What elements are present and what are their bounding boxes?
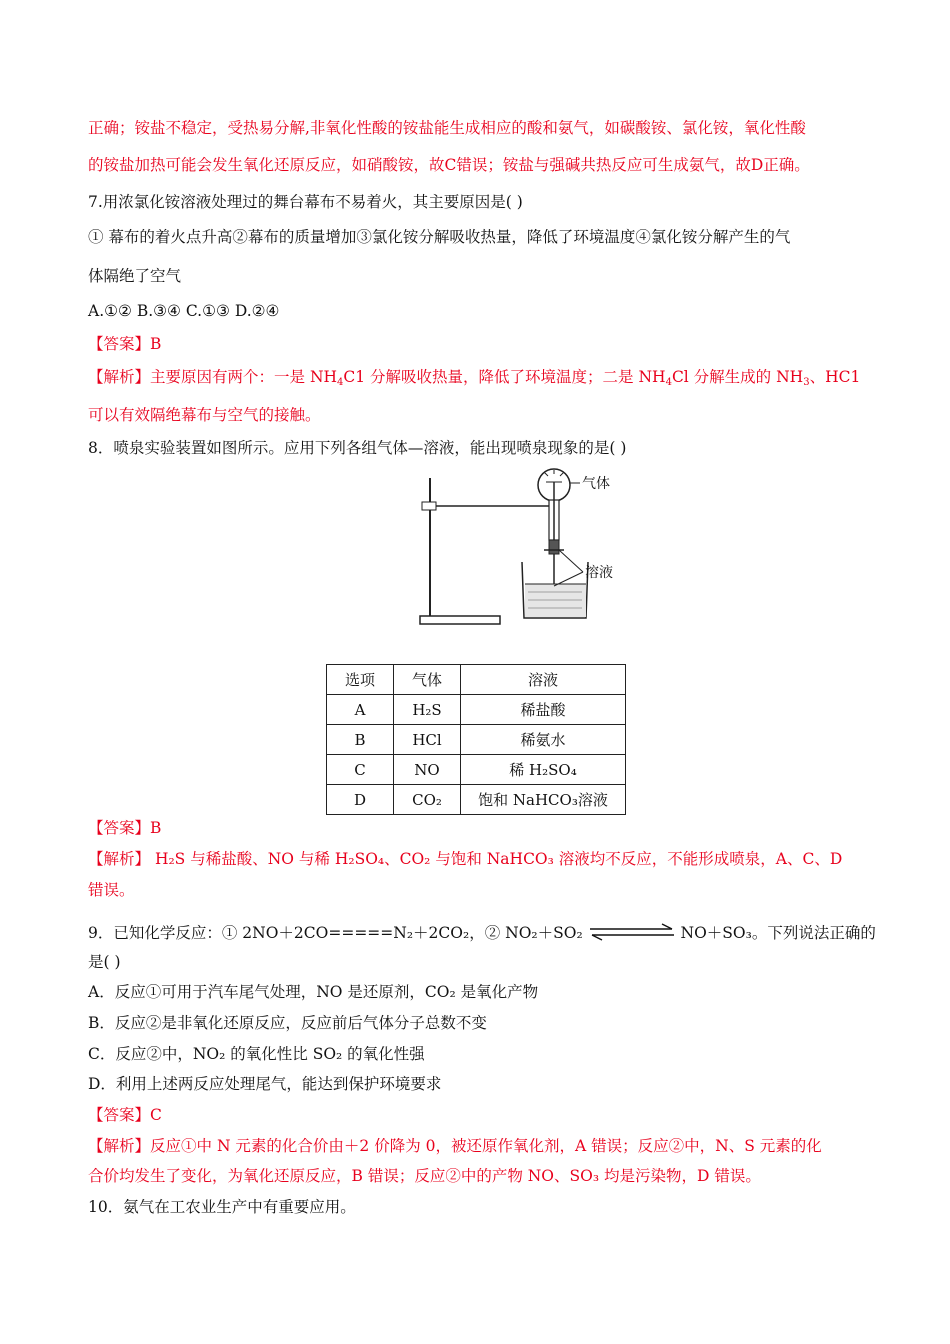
q9-option-a: A．反应①可用于汽车尾气处理，NO 是还原剂，CO₂ 是氧化产物 bbox=[88, 983, 539, 1001]
table-header-cell: 选项 bbox=[327, 665, 394, 695]
table-row bbox=[327, 785, 626, 815]
q10-stem: 10．氨气在工农业生产中有重要应用。 bbox=[88, 1198, 356, 1216]
table-row bbox=[327, 695, 626, 725]
table-cell: 饱和 NaHCO₃溶液 bbox=[461, 785, 626, 815]
intro-line-2: 的铵盐加热可能会发生氧化还原反应，如硝酸铵，故C错误；铵盐与强碱共热反应可生成氨气，故D正确。 bbox=[88, 156, 810, 174]
fountain-apparatus-figure bbox=[418, 468, 613, 630]
q9-answer: 【答案】C bbox=[88, 1106, 162, 1124]
equilibrium-arrow-icon bbox=[588, 922, 676, 942]
table-header-row bbox=[327, 665, 626, 695]
q7-exp-part-3: Cl 分解生成的 NH bbox=[671, 368, 804, 386]
table-cell: HCl bbox=[394, 725, 461, 755]
q7-sub-4b: 4 bbox=[665, 377, 672, 388]
figure-label-solution: 溶液 bbox=[585, 565, 613, 581]
q9-option-b: B．反应②是非氧化还原反应，反应前后气体分子总数不变 bbox=[88, 1014, 487, 1032]
table-cell: CO₂ bbox=[394, 785, 461, 815]
q8-exp-text: H₂S 与稀盐酸、NO 与稀 H₂SO₄、CO₂ 与饱和 NaHCO₃ 溶液均不反应，不能形成喷泉，A、C、D bbox=[150, 850, 843, 868]
table-cell: NO bbox=[394, 755, 461, 785]
q7-exp-part-2: C1 分解吸收热量，降低了环境温度；二是 NH bbox=[343, 368, 666, 386]
table-cell: C bbox=[327, 755, 394, 785]
table-cell: 稀 H₂SO₄ bbox=[461, 755, 626, 785]
table-header-cell: 溶液 bbox=[461, 665, 626, 695]
table-cell: D bbox=[327, 785, 394, 815]
table-cell: B bbox=[327, 725, 394, 755]
q9-option-c: C．反应②中，NO₂ 的氧化性比 SO₂ 的氧化性强 bbox=[88, 1045, 425, 1063]
q7-answer: 【答案】B bbox=[88, 335, 162, 353]
rubber-tube bbox=[549, 540, 559, 554]
q7-exp-label: 【解析】 bbox=[88, 368, 151, 386]
q9-stem-line-1 bbox=[88, 922, 876, 943]
q7-statements-line-2: 体隔绝了空气 bbox=[88, 267, 182, 285]
q7-sub-4a: 4 bbox=[337, 377, 344, 388]
table-row bbox=[327, 755, 626, 785]
q8-exp-label: 【解析】 bbox=[88, 850, 151, 868]
intro-line-1: 正确；铵盐不稳定，受热易分解,非氧化性酸的铵盐能生成相应的酸和氨气，如碳酸铵、氯化铵，氧化性酸 bbox=[88, 119, 806, 137]
q7-exp-part-4: 、HC1 bbox=[809, 368, 861, 386]
q7-stem: 7.用浓氯化铵溶液处理过的舞台幕布不易着火，其主要原因是( ) bbox=[88, 193, 523, 211]
table-cell: 稀盐酸 bbox=[461, 695, 626, 725]
q9-stem-line-2: 是( ) bbox=[88, 953, 121, 971]
q9-exp-text: 反应①中 N 元素的化合价由＋2 价降为 0，被还原作氧化剂，A 错误；反应②中，N、S 元素的化 bbox=[150, 1137, 822, 1155]
q9-explanation-line-1 bbox=[88, 1136, 822, 1156]
q9-option-d: D．利用上述两反应处理尾气，能达到保护环境要求 bbox=[88, 1075, 442, 1093]
q9-explanation-line-2: 合价均发生了变化，为氧化还原反应，B 错误；反应②中的产物 NO、SO₃ 均是污染物，D 错误。 bbox=[88, 1167, 761, 1185]
table-header-cell: 气体 bbox=[394, 665, 461, 695]
stand-base bbox=[420, 616, 500, 624]
q7-options: A.①② B.③④ C.①③ D.②④ bbox=[88, 302, 280, 320]
q7-statements-line-1: ① 幕布的着火点升高②幕布的质量增加③氯化铵分解吸收热量，降低了环境温度④氯化铵分解产生的气 bbox=[88, 228, 791, 246]
q8-explanation-line-1 bbox=[88, 849, 842, 869]
table-cell: 稀氨水 bbox=[461, 725, 626, 755]
q8-explanation-line-2: 错误。 bbox=[88, 881, 135, 899]
q8-options-table bbox=[326, 664, 626, 815]
q7-sub-3: 3 bbox=[803, 377, 810, 388]
table-cell: A bbox=[327, 695, 394, 725]
q9-stem-part-b: NO＋SO₃。下列说法正确的 bbox=[680, 924, 876, 942]
figure-label-gas: 气体 bbox=[582, 476, 610, 492]
clamp-boss bbox=[422, 502, 436, 510]
q7-explanation-line-1 bbox=[88, 367, 860, 393]
table-cell: H₂S bbox=[394, 695, 461, 725]
q9-stem-part-a: 9．已知化学反应：① 2NO＋2CO=====N₂＋2CO₂，② NO₂＋SO₂ bbox=[88, 924, 583, 942]
table-row bbox=[327, 725, 626, 755]
q9-exp-label: 【解析】 bbox=[88, 1137, 151, 1155]
q8-answer: 【答案】B bbox=[88, 819, 162, 837]
q8-stem: 8．喷泉实验装置如图所示。应用下列各组气体—溶液，能出现喷泉现象的是( ) bbox=[88, 439, 627, 457]
solution-liquid bbox=[525, 584, 586, 617]
q7-explanation-line-2: 可以有效隔绝幕布与空气的接触。 bbox=[88, 406, 321, 424]
q7-exp-part-1: 主要原因有两个：一是 NH bbox=[150, 368, 338, 386]
